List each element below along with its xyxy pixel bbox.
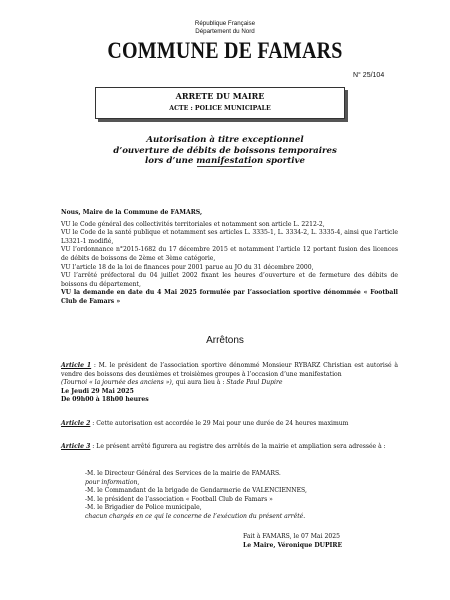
- article-3-label: Article 3: [61, 443, 91, 450]
- article-3-text: [61, 443, 398, 452]
- article-2-body: : Cette autorisation est accordée le 29 Mai pour une durée de 24 heures maximum: [90, 420, 349, 427]
- preamble: [61, 209, 398, 307]
- destinataire-item: -M. le Directeur Général des Services de la mairie de FAMARS.: [85, 470, 281, 477]
- arrete-number: N° 25/104: [353, 72, 385, 79]
- title-separator: [197, 166, 252, 167]
- objet-line-1: Autorisation à titre exceptionnel: [146, 135, 304, 145]
- article-1-body: : M. le président de l’association sportive dénommé Monsieur RYBARZ Christian est autorisé à vendre des boissons des deuxièmes et troisièmes groupes à l’occasion d’une manifestation: [61, 362, 398, 378]
- vu-line: VU le Code général des collectivités territoriales et notamment son article L. 2212-2,: [61, 220, 325, 228]
- article-1-label: Article 1: [61, 362, 92, 369]
- maire-signature: Le Maire, Véronique DUPIRE: [243, 541, 343, 549]
- vu-line: VU l’arrêté préfectoral du 04 juillet 2002 fixant les heures d’ouverture et de fermeture des débits de boissons du département,: [61, 272, 398, 288]
- republic-header: [0, 20, 450, 35]
- signature-block: [243, 533, 342, 550]
- destinataire-item: -M. le président de l’association « Football Club de Famars »: [85, 495, 273, 503]
- article-1-text: [61, 362, 398, 379]
- arrete-title: ARRETE DU MAIRE: [175, 91, 265, 101]
- arretons-heading: Arrêtons: [206, 335, 244, 346]
- article-3-body: : Le présent arrêté figurera au registre des arrêtés de la mairie et ampliation sera adressée à :: [90, 443, 386, 450]
- destinataire-item: -M. le Commandant de la brigade de Gendarmerie de VALENCIENNES,: [85, 487, 307, 495]
- article-3: [61, 443, 398, 452]
- article-2: [61, 420, 398, 429]
- fait-a: Fait à FAMARS, le 07 Mai 2025: [243, 533, 340, 540]
- article-2-text: [61, 420, 398, 429]
- destinataire-note: pour information,: [85, 478, 140, 486]
- vu-line: VU le Code de la santé publique et notamment ses articles L. 3335-1, L. 3334-2, L. 3335-4, ainsi que l’article L3321-1 modifié,: [61, 229, 398, 245]
- arrete-title-box: [95, 87, 345, 119]
- vu-line: VU l’article 18 de la loi de finances pour 2001 parue au JO du 31 décembre 2000,: [61, 263, 314, 271]
- maire-intro: Nous, Maire de la Commune de FAMARS,: [61, 209, 203, 216]
- event-date: Le Jeudi 29 Mai 2025: [61, 387, 134, 395]
- article-1-lieu-line: [61, 379, 398, 388]
- acte-label: ACTE : POLICE MUNICIPALE: [169, 105, 271, 112]
- objet-line-2: d’ouverture de débits de boissons temporaires: [113, 145, 337, 156]
- departement-label: Département du Nord: [195, 27, 255, 35]
- lieu-value: Stade Paul Dupire: [226, 379, 283, 387]
- objet-title: [0, 135, 450, 167]
- destinataires-list: [85, 470, 385, 522]
- vu-line: VU la demande en date du 4 Mai 2025 formulée par l’association sportive dénommée « Football Club de Famars »: [61, 289, 398, 305]
- destinataire-item: -M. le Brigadier de Police municipale,: [85, 504, 202, 512]
- event-hours: De 09h00 à 18h00 heures: [61, 396, 149, 404]
- republique-label: République Française: [194, 20, 256, 27]
- lieu-prefix: qui aura lieu à :: [175, 379, 227, 387]
- article-2-label: Article 2: [61, 420, 91, 427]
- objet-line-3: lors d’une manifestation sportive: [144, 156, 306, 166]
- tournoi-label: (Tournoi « la journée des anciens »),: [61, 379, 176, 387]
- vu-line: VU l’ordonnance n°2015-1682 du 17 décembre 2015 et notamment l’article 12 portant fusion des licences de débits de boissons de 2ème et 3ème catégorie,: [61, 246, 398, 262]
- closing-line: chacun chargés en ce qui le concerne de l’exécution du présent arrêté.: [85, 512, 306, 520]
- commune-title: COMMUNE DE FAMARS: [107, 37, 343, 64]
- article-1: [61, 362, 398, 405]
